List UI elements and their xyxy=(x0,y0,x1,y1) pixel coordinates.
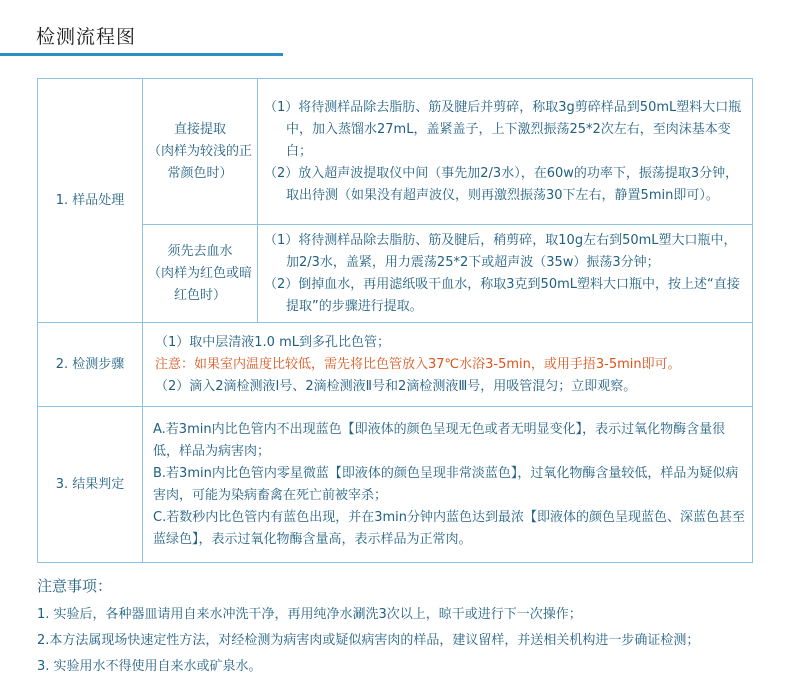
stage-3-content xyxy=(143,407,753,563)
method-b-desc: （肉样为红色或暗红色时） xyxy=(147,265,252,303)
stage-3-label: 3. 结果判定 xyxy=(38,407,143,563)
method-b-cell xyxy=(143,225,258,323)
flow-table xyxy=(37,78,753,563)
note-item-2: 2.本方法属现场快速定性方法，对经检测为病害肉或疑似病害肉的样品，建议留样，并送相关机构进一步确证检测； xyxy=(37,633,700,648)
notes-section xyxy=(37,575,787,680)
stage-2-step-2: （2）滴入2滴检测液Ⅰ号、2滴检测液Ⅱ号和2滴检测液Ⅲ号，用吸管混匀；立即观察。 xyxy=(155,378,637,394)
result-c: C.若数秒内比色管内有蓝色出现，并在3min分钟内蓝色达到最浓【即液体的颜色呈现蓝色、深蓝色甚至蓝绿色】，表示过氧化物酶含量高，表示样品为正常肉。 xyxy=(153,509,745,547)
method-b-steps xyxy=(258,225,753,323)
method-b-step-2: （2）倒掉血水，再用滤纸吸干血水，称取3克到50mL塑料大口瓶中，按上述“直接提取”的步骤进行提取。 xyxy=(264,276,740,314)
stage-2-label: 2. 检测步骤 xyxy=(38,323,143,407)
method-a-name: 直接提取 xyxy=(173,121,226,137)
method-a-desc: （肉样为较浅的正常颜色时） xyxy=(147,143,252,181)
note-item-3: 3. 实验用水不得使用自来水或矿泉水。 xyxy=(37,659,262,674)
page-title: 检测流程图 xyxy=(36,26,137,48)
notes-title: 注意事项： xyxy=(37,577,113,595)
title-underline xyxy=(0,53,283,56)
stage-1-label: 1. 样品处理 xyxy=(38,79,143,323)
stage-3-row xyxy=(38,407,753,563)
method-a-step-1: （1）将待测样品除去脂肪、筋及腱后并剪碎，称取3g剪碎样品到50mL塑料大口瓶中，加入蒸馏水27mL，盖紧盖子，上下激烈振荡25*2次左右，至肉沫基本变白； xyxy=(264,99,742,159)
result-a: A.若3min内比色管内不出现蓝色【即液体的颜色呈现无色或者无明显变化】，表示过氧化物酶含量很低，样品为病害肉； xyxy=(153,421,726,459)
method-b-name: 须先去血水 xyxy=(167,243,233,259)
stage-2-row xyxy=(38,323,753,407)
stage-1-row-b xyxy=(38,225,753,323)
stage-2-content xyxy=(143,323,753,407)
stage-2-warning: 注意：如果室内温度比较低，需先将比色管放入37℃水浴3-5min，或用手捂3-5min即可。 xyxy=(155,356,681,372)
result-b: B.若3min内比色管内零星微蓝【即液体的颜色呈现非常淡蓝色】，过氧化物酶含量较低，样品为疑似病害肉，可能为染病畜禽在死亡前被宰杀； xyxy=(153,465,739,503)
stage-1-row-a xyxy=(38,79,753,225)
method-a-cell xyxy=(143,79,258,225)
method-a-steps xyxy=(258,79,753,225)
method-b-step-1: （1）将待测样品除去脂肪、筋及腱后，稍剪碎，取10g左右到50mL塑大口瓶中，加2/3水，盖紧，用力震荡25*2下或超声波（35w）振荡3分钟； xyxy=(264,232,737,270)
stage-2-step-1: （1）取中层清液1.0 mL到多孔比色管； xyxy=(155,334,390,350)
method-a-step-2: （2）放入超声波提取仪中间（事先加2/3水），在60w的功率下，振荡提取3分钟，取出待测（如果没有超声波仪，则再激烈振荡30下左右，静置5min即可）。 xyxy=(264,165,739,203)
note-item-1: 1. 实验后，各种器皿请用自来水冲洗干净，再用纯净水涮洗3次以上，晾干或进行下一次操作； xyxy=(37,607,582,622)
